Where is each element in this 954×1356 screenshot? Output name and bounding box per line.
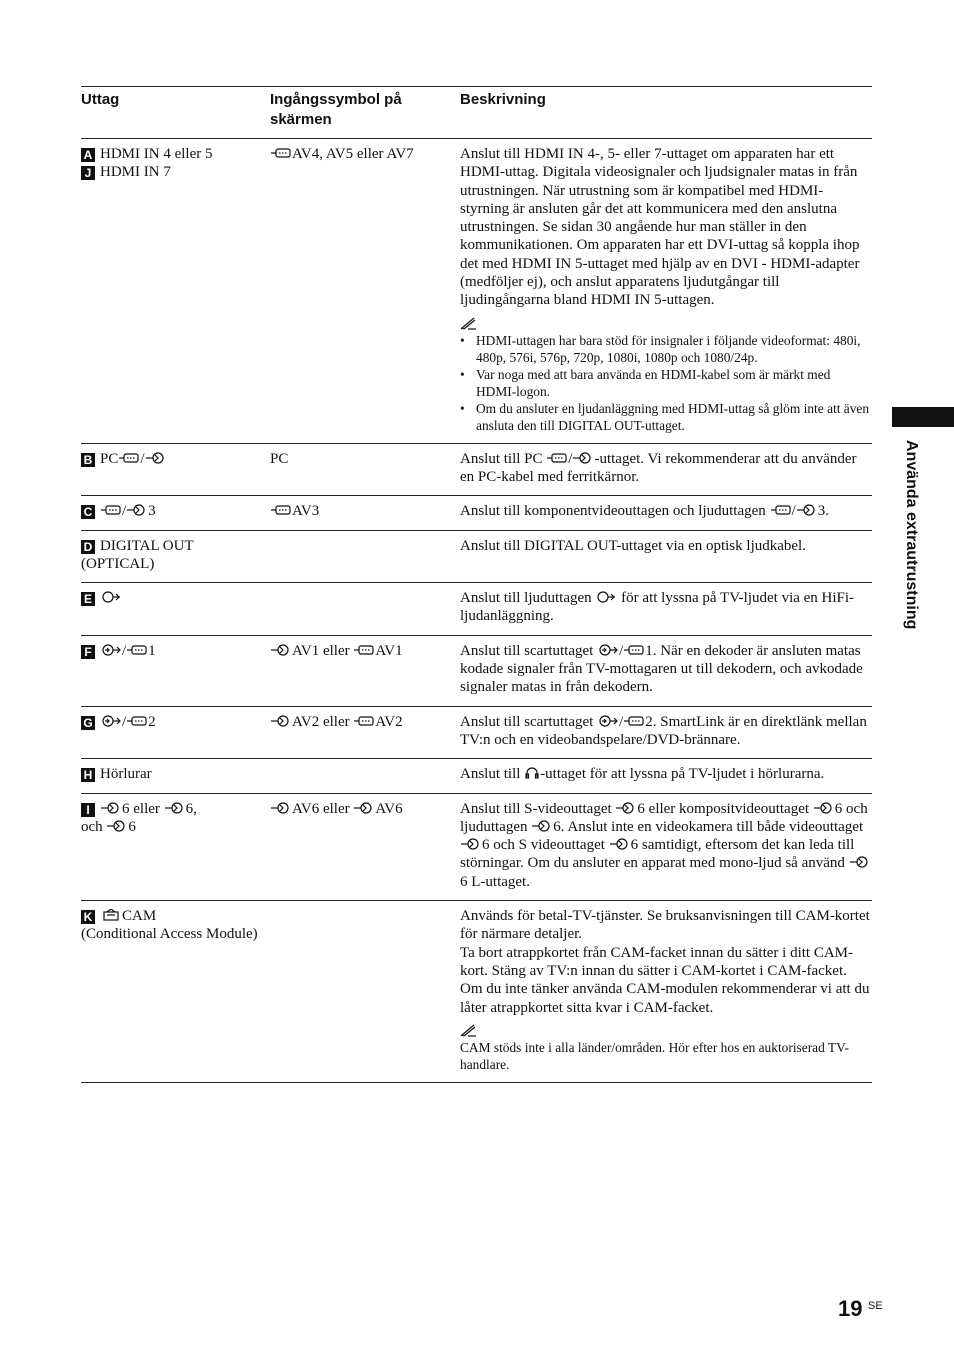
note-pencil-icon [460,1023,478,1037]
description-text: Anslut till DIGITAL OUT-uttaget via en optisk ljudkabel. [460,537,806,554]
notes-list [460,332,872,434]
description-text: 6 och ljuduttagen [460,800,868,835]
input-symbol-text: PC [270,450,289,467]
input-symbol-text: AV2 [375,713,403,730]
description-text: -uttaget för att lyssna på TV-ljudet i hörlurarna. [540,766,825,783]
input-symbol-text: AV4, AV5 eller AV7 [292,146,414,162]
video-input-icon [271,644,291,656]
description-text: Anslut till PC [460,450,543,467]
description-text: Anslut till ljuduttagen [460,590,592,607]
video-input-icon [461,838,481,850]
letter-badge: E [81,592,95,606]
page-number: 19 [838,1296,863,1321]
s-video-icon [616,802,636,814]
description-text: 6 L-uttaget. [460,873,530,890]
hdmi-input-icon [127,715,147,727]
jack-name: HDMI IN 4 eller 5 [100,146,213,162]
description-text: Anslut till komponentvideouttagen och ljuduttagen [460,503,766,520]
component-input-icon [771,504,791,516]
audio-input-icon [797,504,817,516]
letter-badge: K [81,910,95,924]
hdmi-input-icon [624,644,644,656]
header-uttag: Uttag [81,91,120,108]
note-item: • Var noga med att bara använda en HDMI-kabel som är märkt med HDMI-logon. [460,366,872,400]
table-row [81,759,872,793]
letter-badge: H [81,768,95,782]
description-text: 6 samtidigt, eftersom det kan leda till störningar. Om du ansluter en apparat med mono-ljud så använd [460,837,855,872]
hdmi-input-icon [624,715,644,727]
jack-name: DIGITAL OUT (OPTICAL) [81,537,194,572]
hdmi-input-icon [271,147,291,159]
description-text: Anslut till scartuttaget [460,642,594,659]
table-row: C / 3 AV3 Anslut till komponentvideouttagen och ljuduttagen / 3. [81,496,872,530]
note-item: • HDMI-uttagen har bara stöd för insignaler i följande videoformat: 480i, 480p, 576i, 576p, 720p, 1080i, 1080p och 1080/24p. [460,332,872,366]
header-description: Beskrivning [460,91,546,108]
page-language: SE [868,1300,883,1312]
table-row: F / 1 AV1 eller AV1 Anslut till scartuttaget / 1. När en dekoder är ansluten matas kodade signaler från TV-mottagaren ut till dekodern, och avkodade signaler matas in från dekodern. [81,636,872,707]
input-symbol-text [270,589,460,626]
video-input-icon [165,802,185,814]
audio-output-icon [101,591,121,603]
jack-name: och [81,818,103,835]
input-symbol-text [270,907,460,1073]
table-row [81,794,872,901]
jack-name: 6 eller [122,800,160,817]
scart-icon [101,715,121,727]
table-header [81,87,872,139]
jack-name: 3 [148,503,156,520]
description-text: 2. SmartLink är en direktlänk mellan TV:n och en videobandspelare/DVD-brännare. [460,713,867,748]
pc-input-icon [547,452,567,464]
jack-name: PC [100,450,119,467]
letter-badge: C [81,505,95,519]
s-video-icon [610,838,630,850]
jack-name: (Conditional Access Module) [81,926,258,943]
input-symbol-text: AV1 [375,642,403,659]
jack-name: HDMI IN 7 [100,164,171,181]
description-text: Används för betal-TV-tjänster. Se bruksanvisningen till CAM-kortet för närmare detaljer. [460,908,870,943]
s-video-icon [101,802,121,814]
note-text: CAM stöds inte i alla länder/områden. Hör efter hos en auktoriserad TV-handlare. [460,1039,849,1072]
letter-badge: G [81,716,95,730]
input-symbol-text: AV3 [292,503,320,520]
hdmi-input-icon [127,644,147,656]
description-text: 6 och S videouttaget [482,837,605,854]
pc-input-icon [119,452,139,464]
table-row: G / 2 AV2 eller AV2 Anslut till scartuttaget / 2. SmartLink är en direktlänk mellan TV:n och en videobandspelare/DVD-brännare. [81,707,872,760]
scart-icon [598,715,618,727]
jack-name: Hörlurar [100,766,152,783]
note-pencil-icon [460,316,478,330]
audio-input-icon [146,452,166,464]
jack-name: 2 [148,713,156,730]
audio-output-icon [596,591,616,603]
cam-icon [101,909,121,921]
letter-badge: A [81,148,95,162]
jack-name: 6, [185,800,197,817]
note-item: • Om du ansluter en ljudanläggning med HDMI-uttag så glöm inte att även ansluta den till DIGITAL OUT-uttaget. [460,400,872,434]
connections-table [81,86,872,1083]
hdmi-input-icon [354,715,374,727]
description-text: Ta bort atrappkortet från CAM-facket innan du sätter i ditt CAM-kort. Stäng av TV:n innan du sätter i CAM-kortet i CAM-facket. Om du inte tänker använda CAM-modulen rekommenderar vi att du låter atrappkortet sitta kvar i CAM-facket. [460,944,870,1016]
letter-badge: J [81,166,95,180]
jack-name: CAM [122,908,157,925]
headphones-icon [525,767,539,779]
letter-badge: D [81,540,95,554]
video-input-icon [271,715,291,727]
description-text: Anslut till HDMI IN 4-, 5- eller 7-uttaget om apparaten har ett HDMI-uttag. Digitala videosignaler och ljudsignaler matas in från utrustningen. När utrustning som är kompatibel med HDMI-styrning är ansluten går det att kommunicera med den anslutna utrustningen. Se sidan 30 angående hur man ställer in den kommunikationen. Om apparaten har ett DVI-uttag så koppla ihop det med HDMI IN 5-uttaget med hjälp av en DVI - HDMI-adapter (medföljer ej), och anslut apparatens ljudutgångar till ljudingångarna bland HDMI IN 5-uttagen. [460,146,860,309]
input-symbol-text [270,765,460,783]
input-symbol-text [270,537,460,574]
scart-icon [101,644,121,656]
video-input-icon [814,802,834,814]
jack-name: 1 [148,642,156,659]
table-row: B PC / PC Anslut till PC / -uttaget. Vi rekommenderar att du använder en PC-kabel med ferritkärnor. [81,444,872,497]
description-text: 6. Anslut inte en videokamera till både videouttaget [553,818,864,835]
description-text: 6 eller kompositvideouttaget [637,800,810,817]
hdmi-input-icon [354,644,374,656]
table-row [81,531,872,584]
scart-icon [598,644,618,656]
s-video-icon [271,802,291,814]
description-text: 3. [817,503,829,520]
table-row [81,139,872,444]
component-input-icon [271,504,291,516]
input-symbol-text: AV6 [375,800,403,817]
letter-badge: F [81,645,95,659]
audio-input-icon [532,820,552,832]
audio-input-icon [573,452,593,464]
audio-input-icon [850,856,870,868]
description-text: för att lyssna på TV-ljudet via en HiFi-ljudanläggning. [460,590,855,625]
section-tab-label: Använda extrautrustning [903,440,920,630]
section-tab-marker [892,407,954,427]
letter-badge: B [81,453,95,467]
jack-name: 6 [128,818,136,835]
component-input-icon [101,504,121,516]
description-text: Anslut till scartuttaget [460,713,594,730]
description-text: 1. När en dekoder är ansluten matas kodade signaler från TV-mottagaren ut till dekodern, och avkodade signaler matas in från dekodern. [460,642,863,696]
description-text: Anslut till [460,766,521,783]
audio-input-icon [127,504,147,516]
audio-input-icon [107,820,127,832]
letter-badge: I [81,803,95,817]
header-input-symbol: Ingångssymbol på skärmen [270,91,402,128]
table-row [81,583,872,636]
input-symbol-text: AV6 eller [292,800,350,817]
description-text: Anslut till S-videouttaget [460,800,612,817]
input-symbol-text: AV2 eller [292,713,350,730]
input-symbol-text: AV1 eller [292,642,350,659]
description-text: -uttaget. Vi rekommenderar att du använder en PC-kabel med ferritkärnor. [460,450,857,485]
table-row [81,901,872,1083]
video-input-icon [354,802,374,814]
